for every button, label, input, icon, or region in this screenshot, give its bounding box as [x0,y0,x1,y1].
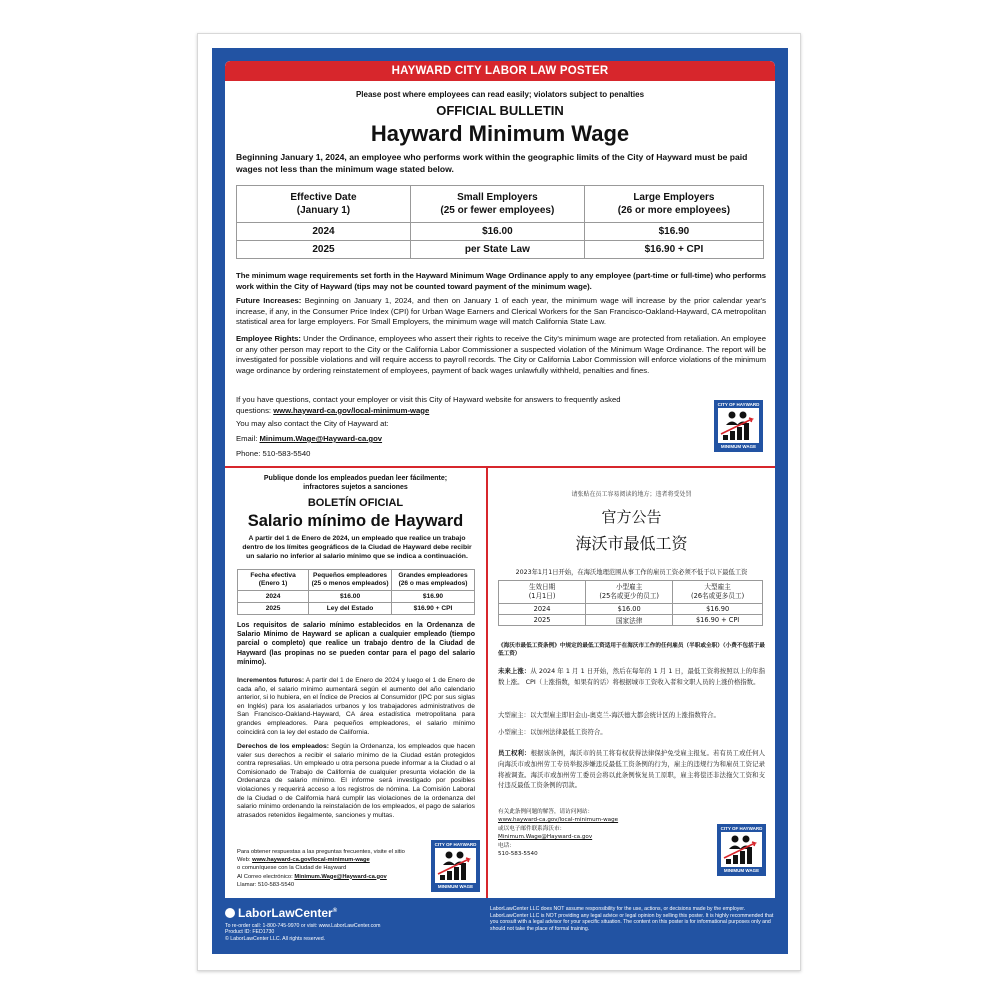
spanish-employee-rights: Derechos de los empleados: Según la Ordenanza, los empleados que hacen valer sus derechos a recibir el salario mínimo de la Ciudad están protegidos contra represalias. Un empleado u otra persona puede informar a la Ciudad o al Comisionado de Trabajo de California de cualquier presunta violación de la Ordenanza de salario mínimo. El informe será investigado por posibles violaciones y requerirá acceso a los registros de nómina. La Comisión Laboral de la Ciudad o de California hará cumplir las violaciones de la ordenanza del salario mínimo ordenando la reinstalación de los empleados, el pago de salarios atrasados retenidos ilegalmente, sanciones y multas. [237,743,476,819]
table-row [499,604,763,615]
minimum-wage-chart-icon [721,832,762,867]
table-row [237,223,764,241]
spanish-future-increases: Incrementos futuros: A partir del 1 de Enero de 2024 y luego el 1 de Enero de cada año, el salario mínimo aumentará según el aumento del año calendario anterior, si lo hubiera, en el Índice de Precios al Consumidor (IPC por sus siglas en Inglés) para los asalariados urbanos y los trabajadores administrativos de San Francisco-Oakland-Hayward, CA área estadística metropolitana para grandes empleadores. Para pequeños empleadores, el salario mínimo coincidirá con la ley del estado de California. [237,677,475,736]
city-of-hayward-logo: CITY OF HAYWARD MINIMUM WAGE [717,824,766,876]
english-title: Hayward Minimum Wage [370,121,630,146]
table-header-cell: Fecha efectiva (Enero 1) [238,570,309,591]
chinese-section [488,468,775,898]
table-header-cell: 大型雇主 (26名或更多员工) [673,581,763,604]
table-cell: $16.00 [410,223,584,241]
spanish-website-link[interactable]: www.hayward-ca.gov/local-minimum-wage [252,857,370,864]
english-email: Email: Minimum.Wage@Hayward-ca.gov [236,434,383,443]
chinese-email-link[interactable]: Minimum.Wage@Hayward-ca.gov [498,834,593,841]
table-header-cell: Pequeños empleadores (25 o menos empleados) [309,570,392,591]
spanish-requirements: Los requisitos de salario mínimo establecidos en la Ordenanza de Salario Mínimo de Hayward se aplican a cualquier empleado (tiempo parcial o completo) que realice un trabajo dentro de la Ciudad de Hayward (las propinas no se pueden contar para el pago del salario mínimo). [237,622,475,666]
chinese-requirements: 《海沃市最低工资条例》中规定的最低工资适用于在海沃市工作的任何雇员（半职或全职）（小费不包括于最低工资） [498,643,765,658]
table-header-cell: 小型雇主 (25名或更少的员工) [586,581,673,604]
table-cell: $16.00 [586,604,673,615]
chinese-wage-table [498,580,763,626]
table-cell: $16.90 + CPI [584,241,763,259]
footer-order-info: To re-order call: 1-800-745-9970 or visit: www.LaborLawCenter.com Product ID: FED1730 © LaborLawCenter LLC. All rights reserved. [225,923,381,942]
table-header-row [499,581,763,604]
english-requirements: The minimum wage requirements set forth in the Hayward Minimum Wage Ordinance apply to any employee (part-time or full-time) who performs work within the City of Hayward (tips may not be counted toward payment of the minimum wage). [236,271,766,291]
table-row [499,615,763,626]
english-questions: If you have questions, contact your employer or visit this City of Hayward website for answers to frequently asked questions: www.hayward-ca.gov/local-minimum-wage [236,395,621,415]
table-cell: $16.90 [673,604,763,615]
english-bulletin-label: OFFICIAL BULLETIN [436,103,564,118]
english-phone: Phone: 510-583-5540 [236,449,311,458]
table-header-cell: Grandes empleadores (26 o mas empleados) [392,570,475,591]
spanish-contact-block: Para obtener respuestas a las preguntas frecuentes, visite el sitio Web: www.hayward-ca.gov/local-minimum-wage o comuníquese con la Ciudad de Hayward Al Correo electrónico: Minimum.Wage@Hayward-ca.gov Llamar: 510-583-5540 [237,849,405,888]
table-header-row [238,570,475,591]
chinese-future-increases: 未来上涨：从 2024 年 1 月 1 日开始，然后在每年的 1 月 1 日，最低工资将按照以上的年指数上涨。 CPI（上涨指数，如果有的话）将根据城市工资收入者和文职人员的上涨价格指数。 [498,667,765,686]
minimum-wage-chart-icon [435,848,476,883]
english-subheading: Please post where employees can read easily; violators subject to penalties [355,90,645,99]
table-cell: $16.90 + CPI [392,603,475,615]
spanish-bulletin-label: BOLETÍN OFICIAL [307,497,404,509]
table-cell: per State Law [410,241,584,259]
english-section [225,81,775,527]
table-cell: $16.90 [392,591,475,603]
table-cell: 国家法律 [586,615,673,626]
chinese-small-employers: 小型雇主：以加州法律最低工资符合。 [498,728,607,736]
table-header-row [237,186,764,223]
english-intro: Beginning January 1, 2024, an employee who performs work within the geographic limits of the City of Hayward must be paid wages not less than the minimum wage stated below. [236,152,748,174]
spanish-section [225,468,486,898]
table-cell: $16.00 [309,591,392,603]
english-contact: You may also contact the City of Hayward at: [236,419,389,428]
spanish-title: Salario mínimo de Hayward [247,512,464,530]
brand-mark-icon [225,908,235,918]
table-cell: 2025 [238,603,309,615]
chinese-intro: 2023年1月1日开始，在海沃地理范围从事工作的雇员工资必须不低于以下最低工资 [515,569,748,576]
spanish-wage-table [237,569,475,615]
footer-brand-block [225,898,486,954]
table-row [238,591,475,603]
chinese-large-employers: 大型雇主：以大型雇主即旧金山-奥克兰-海沃德大都会统计区的上涨指数符合。 [498,711,720,719]
chinese-employee-rights: 员工权利：根据该条例，海沃市的员工将有权获得法律保护免受雇主报复。若有员工或任何人向海沃市或加州劳工专员举报涉嫌违反最低工资条例的行为，雇主的违规行为和雇员工资记录将被调查。海沃市或加州劳工委员会将以此条例恢复员工原职，雇主将偿还非法拖欠工资和支付违反最低工资条例的罚款。 [498,749,766,790]
table-row [238,603,475,615]
city-of-hayward-logo: CITY OF HAYWARD MINIMUM WAGE [431,840,480,892]
poster-banner: HAYWARD CITY LABOR LAW POSTER [225,61,775,81]
english-wage-table [236,185,764,259]
table-cell: 2024 [238,591,309,603]
chinese-website-link[interactable]: www.hayward-ca.gov/local-minimum-wage [498,817,619,824]
table-cell: 2024 [499,604,586,615]
english-email-link[interactable]: Minimum.Wage@Hayward-ca.gov [259,434,383,443]
table-cell: 2025 [237,241,411,259]
chinese-subheading: 请张贴在员工容易阅读的地方；违者将受处罚 [571,491,692,498]
table-header-cell: Small Employers (25 or fewer employees) [410,186,584,223]
table-header-cell: Large Employers (26 or more employees) [584,186,763,223]
chinese-title: 海沃市最低工资 [575,534,688,553]
spanish-subheading: Publique donde los empleados puedan leer fácilmente; infractores sujetos a sanciones [263,475,448,491]
table-cell: 2024 [237,223,411,241]
spanish-intro: A partir del 1 de Enero de 2024, un empleado que realice un trabajo dentro de los límites geográficos de la Ciudad de Hayward debe recibir un salario no inferior al salario mínimo que se indica a continuación. [242,535,472,560]
chinese-bulletin-label: 官方公告 [601,508,662,526]
laborlawcenter-logo: LaborLawCenter® [225,906,337,920]
table-header-cell: Effective Date (January 1) [237,186,411,223]
table-cell: $16.90 + CPI [673,615,763,626]
spanish-email-link[interactable]: Minimum.Wage@Hayward-ca.gov [294,873,387,880]
table-header-cell: 生效日期 (1月1日) [499,581,586,604]
city-of-hayward-logo: CITY OF HAYWARD MINIMUM WAGE [714,400,763,452]
poster-content [225,61,775,898]
chinese-contact-block: 有关此条例问题的解答，请访问网站： www.hayward-ca.gov/local-minimum-wage 或以电子邮件联系海沃市： Minimum.Wage@Hayward-ca.gov 电话： 510-583-5540 [498,808,678,858]
english-employee-rights: Employee Rights: Under the Ordinance, employees who assert their rights to receive the City's minimum wage are protected from retaliation. An employee or any other person may report to the City or the California Labor Commissioner a suspected violation of the Minimum Wage Ordinance. The report will be investigated for possible violations and will require access to payroll records. The City or California Labor Commission will enforce violations of the minimum wage ordinance by ordering reinstatement of employees, payment of back wages unlawfully withheld, penalties and fines. [236,334,766,375]
table-row [237,241,764,259]
table-cell: 2025 [499,615,586,626]
footer-disclaimer: LaborLawCenter LLC does NOT assume responsibility for the use, actions, or decisions made by the employer. LaborLawCenter LLC is NOT providing any legal advice or legal opinion by selling this poster. It is highly recommended that you consult with a legal advisor for your specific situation. The content on this poster is for informational purposes only and should not take the place of formal training. [490,906,774,932]
english-website-link[interactable]: www.hayward-ca.gov/local-minimum-wage [273,405,430,415]
table-cell: $16.90 [584,223,763,241]
english-future-increases: Future Increases: Beginning on January 1, 2024, and then on January 1 of each year, the minimum wage will increase by the prior calendar year's increase, if any, in the Consumer Price Index (CPI) for Urban Wage Earners and Clerical Workers for the San Francisco-Oakland-Hayward, CA metropolitan statistical area for large employers. For Small Employers, the minimum wage will match California State Law. [236,296,767,327]
minimum-wage-chart-icon [718,408,759,443]
table-cell: Ley del Estado [309,603,392,615]
